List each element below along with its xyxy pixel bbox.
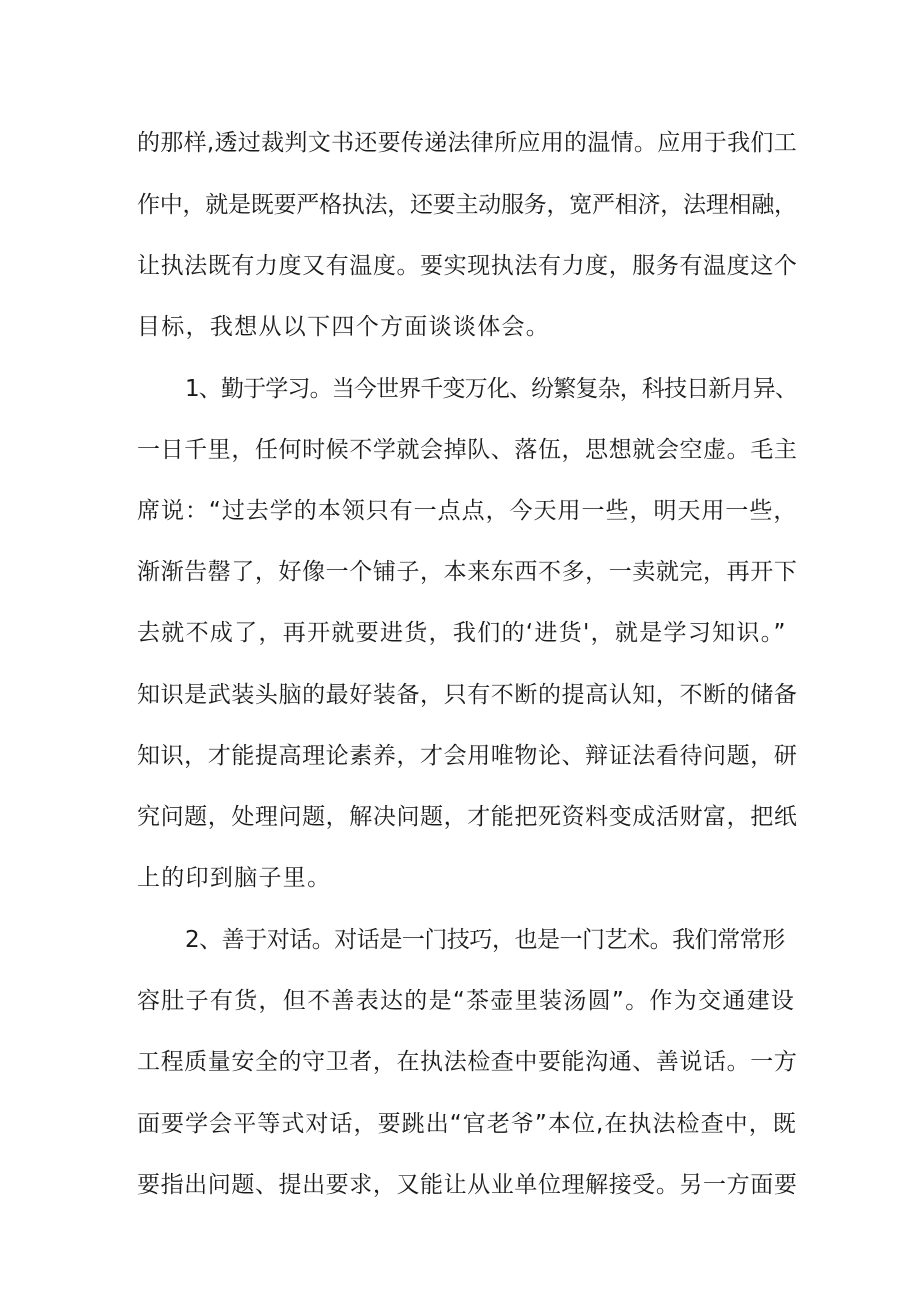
text-line: 去就不成了，再开就要进货，我们的‘进货'，就是学习知识。” [137,620,787,646]
text-line: 目标，我想从以下四个方面谈谈体会。 [137,314,551,340]
text-line: 工程质量安全的守卫者，在执法检查中要能沟通、善说话。一方 [137,1049,798,1075]
text-line: 席说：“过去学的本领只有一点点，今天用一些，明天用一些， [137,498,798,524]
text-line: 渐渐告罄了，好像一个铺子，本来东西不多，一卖就完，再开下 [137,559,798,585]
text-line: 容肚子有货，但不善表达的是“茶壶里装汤圆”。作为交通建设 [137,988,796,1014]
text-line: 究问题，处理问题，解决问题，才能把死资料变成活财富，把纸 [137,804,798,830]
text-line: 面要学会平等式对话，要跳出“官老爷”本位,在执法检查中，既 [137,1111,797,1137]
text-line: 知识，才能提高理论素养，才会用唯物论、辩证法看待问题，研 [137,743,798,769]
text-line: 作中，就是既要严格执法，还要主动服务，宽严相济，法理相融， [137,192,797,218]
text-line: 知识是武装头脑的最好装备，只有不断的提高认知，不断的储备 [137,682,798,708]
text-line: 的那样,透过裁判文书还要传递法律所应用的温情。应用于我们工 [137,130,798,156]
paragraph-1-first-line: 1、勤于学习。当今世界千变万化、纷繁复杂，科技日新月异、 [185,376,798,402]
text-line: 要指出问题、提出要求，又能让从业单位理解接受。另一方面要 [137,1172,798,1198]
text-line: 上的印到脑子里。 [137,865,332,891]
text-line: 让执法既有力度又有温度。要实现执法有力度，服务有温度这个 [137,253,798,279]
paragraph-2-first-line: 2、善于对话。对话是一门技巧，也是一门艺术。我们常常形 [185,927,785,953]
text-line: 一日千里，任何时候不学就会掉队、落伍，思想就会空虚。毛主 [137,437,798,463]
